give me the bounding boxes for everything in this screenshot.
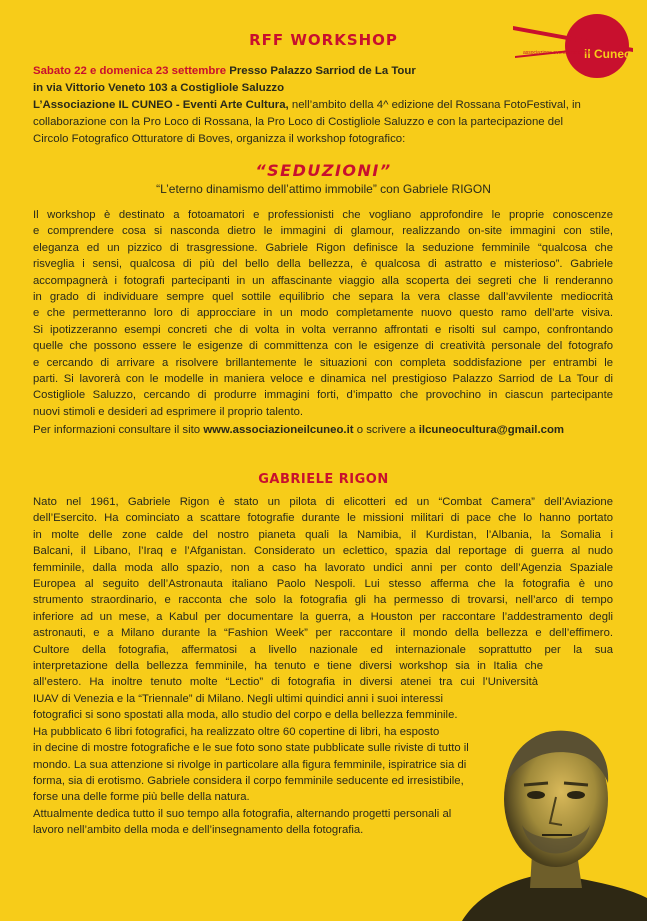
logo-text: il Cuneo <box>584 47 632 61</box>
intro-line-3: Circolo Fotografico Otturatore di Boves, organizza il workshop fotografico: <box>33 133 406 145</box>
workshop-subtitle: “L’eterno dinamismo dell’attimo immobile” con Gabriele RIGON <box>156 182 491 196</box>
portrait-photo <box>452 713 647 921</box>
contact-line: Per informazioni consultare il sito www.associazioneilcuneo.it o scrivere a ilcuneocultura@gmail.com <box>33 424 565 436</box>
bio-paragraph-continued: IUAV di Venezia e la “Triennale” di Milano. Negli ultimi quindici anni i suoi interessi fotografici si sono spostati alla moda, allo studio del corpo e della bellezza femminile. Ha pubblicato 6 libri fotografici, ha realizzato oltre 60 copertine di libri, ha esposto in decine di mostre fotografiche e le sue foto sono state pubblicate sulle riviste di tutto il mondo. La sua attenzione si rivolge in particolare alla figura femminile, ispiratrice sia di forma, sia di erotismo. Gabriele considera il corpo femminile seducente ed irresistibile, forse una delle forme più belle della natura. Attualmente dedica tutto il suo tempo alla fotografia, alternando progetti personali al lavoro nell’ambito della moda e dell’insegnamento della fotografia. <box>33 693 469 837</box>
bio-heading: GABRIELE RIGON <box>258 472 389 487</box>
workshop-name: “SEDUZIONI” <box>255 161 392 180</box>
bio-paragraph: Nato nel 1961, Gabriele Rigon è stato un pilota di elicotteri ed un “Combat Camera” dell’Aviazione dell’Esercito. Ha cominciato a scattare fotografie durante le missioni militari di pace che lo hanno portato in molte delle zone calde del nostro pianeta quali la Namibia, il Kurdistan, l’Albania, la Somalia i Balcani, il Libano, l’Iraq e l’Afganistan. Considerato un eclettico, spazia dal reportage di guerra al nudo femminile, dalla moda allo spazio, non a caso ha lavorato undici anni per conto dell’Agenzia Spaziale Europea al seguito dell’Astronauta italiano Paolo Nespoli. Lui stesso afferma che la fotografia è uno strumento straordinario, e racconta che solo la fotografia gli ha permesso di trovarsi, nell’arco di tempo inferiore ad un mese, a Kabul per documentare la guerra, a Houston per raccontare l’addestramento degli astronauti, e a Milano durante la “Fashion Week” per raccontare il mondo della bellezza e dell’effimero. Cultore della fotografia, affermatosi a livello nazionale ed internazionale soprattutto per la sua interpretazione della bellezza femminile, ha tenuto e tiene diversi workshop sia in Italia che all’estero. Ha inoltre tenuto molte “Lectio” di fotografia in diversi atenei tra cui l’Università <box>33 496 613 689</box>
event-date: Sabato 22 e domenica 23 settembre <box>33 65 227 77</box>
event-place: Presso Palazzo Sarriod de La Tour <box>226 65 416 77</box>
logo-small-text: associazione eventi arte cultura <box>523 50 594 56</box>
website-link[interactable]: www.associazioneilcuneo.it <box>203 424 354 436</box>
intro-line-2: collaborazione con la Pro Loco di Rossana, la Pro Loco di Costigliole Saluzzo e con la partecipazione del <box>33 116 563 128</box>
il-cuneo-logo <box>513 12 633 80</box>
event-date-line <box>33 63 416 79</box>
email-link[interactable]: ilcuneocultura@gmail.com <box>418 424 565 436</box>
workshop-description: Il workshop è destinato a fotoamatori e professionisti che vogliano approfondire le proprie conoscenze e comprendere cosa si nasconda dietro le immagini di glamour, realizzando on-site immagini con stile, eleganza ed un pizzico di trasgressione. Gabriele Rigon definisce la seduzione femminile “qualcosa che risveglia i sensi, qualcosa di più del bello della bellezza, è qualcosa di astratto e misterioso”. Gabriele accompagnerà i fotografi partecipanti in un affascinante viaggio alla scoperta dei segreti che li renderanno in grado di individuare sempre quel sottile equilibrio che separa la vera classe dall’avvilente mediocrità e che permetteranno loro di approcciare in un modo completamente nuovo questo ramo dell’arte visiva. Si ipotizzeranno esempi concreti che di volta in volta verranno affrontati e risolti sul campo, confrontando quelle che possono essere le esigenze di committenza con le esigenze di creatività personale del fotografo e cercando di arrivare a risolvere brillantemente le situazioni con completa soddisfazione per entrambi le parti. Si lavorerà con le modelle in maniera veloce e dinamica nel prestigioso Palazzo Sarriod de La Tour di Costigliole Saluzzo, cercando di produrre immagini forti, d’impatto che provochino in ciascun partecipante nuovi stimoli e desideri ad esprimere il proprio talento. <box>33 209 613 418</box>
page-title: RFF WORKSHOP <box>249 31 398 49</box>
event-address: in via Vittorio Veneto 103 a Costigliole Saluzzo <box>33 82 285 94</box>
intro-line-1: L’Associazione IL CUNEO - Eventi Arte Cultura, nell’ambito della 4^ edizione del Rossana FotoFestival, in <box>33 99 581 111</box>
organization-name: L’Associazione IL CUNEO - Eventi Arte Cultura, <box>33 99 289 111</box>
